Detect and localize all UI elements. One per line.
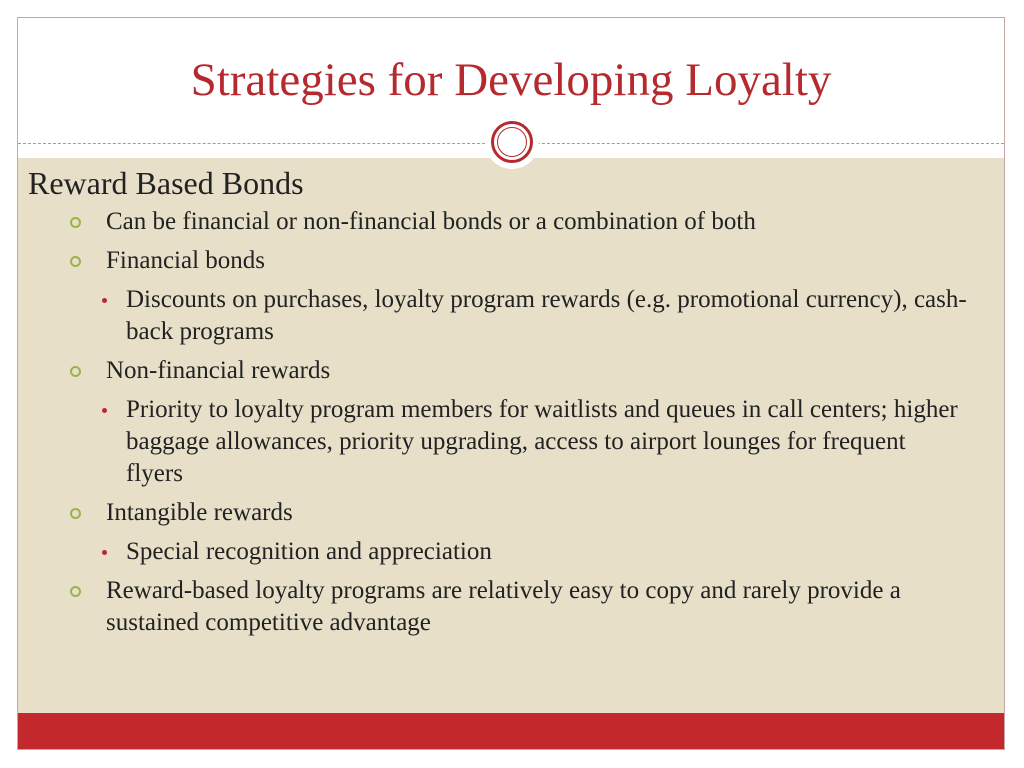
double-ring-icon — [485, 115, 539, 169]
sub-bullet-item — [28, 284, 968, 348]
bullet-text: Financial bonds — [106, 247, 266, 274]
hollow-circle-bullet-icon — [70, 217, 81, 228]
hollow-circle-bullet-icon — [70, 508, 81, 519]
sub-bullet-text: Special recognition and appreciation — [126, 538, 492, 565]
bullet-item — [28, 575, 968, 639]
bullet-item — [28, 355, 968, 387]
slide-footer-bar — [18, 713, 1004, 749]
bullet-text: Reward-based loyalty programs are relatively easy to copy and rarely provide a sustained competitive advantage — [106, 577, 901, 636]
sub-bullet-item — [28, 536, 968, 568]
hollow-circle-bullet-icon — [70, 256, 81, 267]
bullet-item — [28, 245, 968, 277]
slide-body — [28, 164, 968, 646]
bullet-item — [28, 206, 968, 238]
dot-bullet-icon — [102, 408, 107, 413]
section-heading: Reward Based Bonds — [28, 165, 304, 201]
hollow-circle-bullet-icon — [70, 366, 81, 377]
hollow-circle-bullet-icon — [70, 586, 81, 597]
bullet-text: Intangible rewards — [106, 499, 293, 526]
bullet-text: Non-financial rewards — [106, 357, 331, 384]
slide-title: Strategies for Developing Loyalty — [190, 54, 832, 106]
dot-bullet-icon — [102, 550, 107, 555]
dot-bullet-icon — [102, 298, 107, 303]
sub-bullet-item — [28, 394, 968, 490]
sub-bullet-text: Discounts on purchases, loyalty program rewards (e.g. promotional currency), cash-back programs — [126, 286, 967, 345]
bullet-text: Can be financial or non-financial bonds or a combination of both — [106, 208, 756, 235]
sub-bullet-text: Priority to loyalty program members for waitlists and queues in call centers; higher baggage allowances, priority upgrading, access to airport lounges for frequent flyers — [126, 396, 958, 487]
bullet-item — [28, 497, 968, 529]
